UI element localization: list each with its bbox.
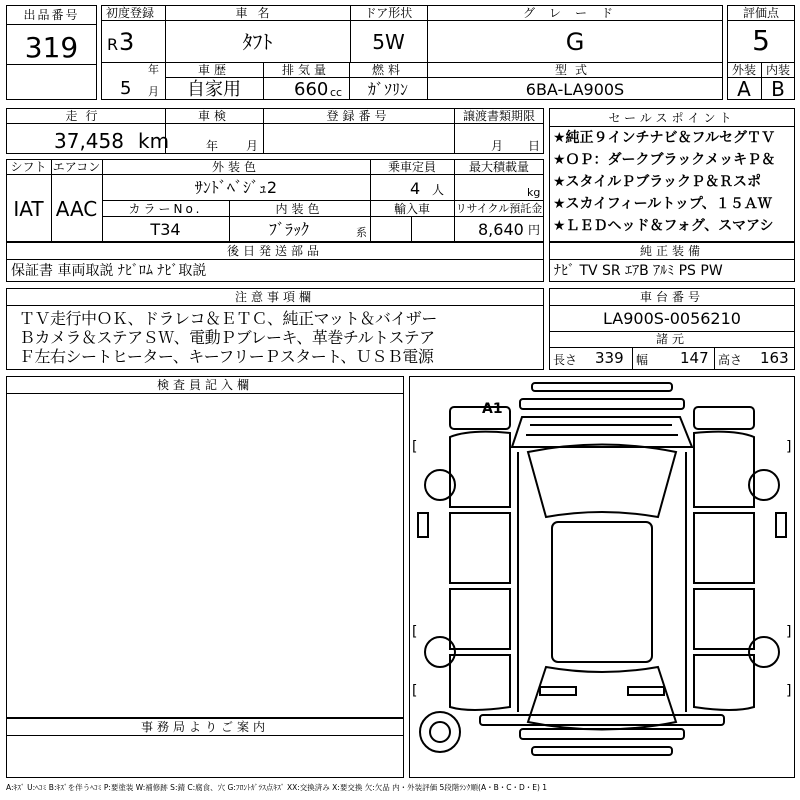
displacement-unit: cc <box>330 86 343 99</box>
legend: A:ｷｽﾞ U:ﾍｺﾐ B:ｷｽﾞを伴うﾍｺﾐ P:要塗装 W:補修跡 S:錆 C:腐食、穴 G:ﾌﾛﾝﾄｶﾞﾗｽ点ｷｽﾞ XX:交換済み X:要交換 欠:欠品 内・外装評価 5段階ﾗﾝｸ順(A・B・C・D・E) 1 <box>6 783 548 792</box>
int-score-label: 内装 <box>765 63 790 77</box>
equipment: ﾅﾋﾞ TV SR ｴｱB ｱﾙﾐ PS PW <box>554 263 723 279</box>
office-label: 事務局よりご案内 <box>140 720 269 734</box>
width-label: 幅 <box>636 353 649 367</box>
score: 5 <box>752 24 770 57</box>
aircon-label: エアコン <box>52 160 101 174</box>
height-label: 高さ <box>718 353 743 367</box>
lot-box <box>6 5 97 100</box>
sales-points-box <box>549 108 795 242</box>
score-label: 評価点 <box>742 6 779 20</box>
recycle: 8,640 <box>478 220 524 239</box>
color-no-label: カラーNo. <box>128 202 203 216</box>
notes-label: 注意事項欄 <box>234 290 315 304</box>
recycle-unit: 円 <box>528 223 541 237</box>
history-label: 車歴 <box>197 63 230 77</box>
sales-point-line: ★ＯＰ：ダークブラックメッキＰ＆ <box>553 152 776 168</box>
damage-mark: A1 <box>482 401 503 417</box>
first-reg-era: R <box>107 35 119 54</box>
ext-color-label: 外装色 <box>211 160 260 174</box>
import-label: 輸入車 <box>393 202 430 216</box>
first-reg-month-unit: 月 <box>148 85 159 98</box>
lot-number: 319 <box>24 31 79 64</box>
sales-point-line: ★スタイルＰブラックＰ＆Ｒスポ <box>553 174 761 190</box>
sales-point-line: ★純正９インチナビ＆フルセグＴＶ <box>553 130 775 146</box>
sales-point-line: ★スカイフィールトップ、１５ＡＷ <box>553 196 772 212</box>
inspector-label: 検査員記入欄 <box>156 378 253 392</box>
capacity-label: 乗車定員 <box>387 160 436 174</box>
later-parts: 保証書 車両取説 ﾅﾋﾞﾛﾑ ﾅﾋﾞ取説 <box>11 263 207 279</box>
inspection-label: 車検 <box>197 109 230 123</box>
int-score: B <box>771 77 785 101</box>
later-parts-box <box>6 242 544 282</box>
reg-number-label: 登録番号 <box>326 109 391 123</box>
grade: G <box>565 28 585 56</box>
int-color-label: 内装色 <box>275 202 324 216</box>
door-label: ドア形状 <box>364 6 413 20</box>
equipment-box <box>549 242 795 282</box>
height: 163 <box>760 349 789 367</box>
mileage-label: 走行 <box>65 109 106 123</box>
bracket-left-1: [ <box>412 439 418 455</box>
capacity: 4 <box>410 179 421 198</box>
shift: IAT <box>13 197 44 221</box>
note-line: ＴＶ走行中ＯＫ、ドラレコ＆ＥＴＣ、純正マット＆バイザー <box>19 309 437 328</box>
length: 339 <box>595 349 624 367</box>
first-reg-month: 5 <box>120 78 132 99</box>
ext-color: ｻﾝﾄﾞﾍﾞｼﾞｭ2 <box>194 178 278 197</box>
office-box <box>6 718 404 778</box>
length-label: 長さ <box>553 353 578 367</box>
max-load-unit: kg <box>527 186 541 199</box>
inspection-month-unit: 月 <box>246 139 259 153</box>
chassis-number: LA900S-0056210 <box>603 309 741 328</box>
displacement: 660 <box>294 79 329 100</box>
sales-point-line: ★ＬＥＤヘッド＆フォグ、スマアシ <box>553 218 774 234</box>
lot-label: 出品番号 <box>23 8 80 22</box>
ext-score: A <box>737 77 751 101</box>
car-diagram <box>410 377 794 777</box>
car-name-label: 車名 <box>235 6 280 20</box>
grade-label: グレード <box>522 6 627 20</box>
bracket-right-1: ] <box>786 439 792 455</box>
bracket-left-2: [ <box>412 624 418 640</box>
equipment-label: 純正装備 <box>639 244 704 258</box>
bracket-right-3: ] <box>786 683 792 699</box>
displacement-label: 排気量 <box>281 63 330 77</box>
aircon: AAC <box>55 197 98 221</box>
recycle-label: リサイクル預託金 <box>455 202 543 215</box>
transfer-month-unit: 月 <box>491 139 504 153</box>
inspection-year-unit: 年 <box>206 139 219 153</box>
transfer-label: 譲渡書類期限 <box>462 109 535 123</box>
chassis-label: 車台番号 <box>639 290 704 304</box>
notes-box <box>6 288 544 370</box>
width: 147 <box>680 349 709 367</box>
mileage-unit: km <box>138 129 170 153</box>
fuel-label: 燃料 <box>371 63 404 77</box>
inspector-box <box>6 376 404 718</box>
transfer-day-unit: 日 <box>528 139 541 153</box>
model-code: 6BA-LA900S <box>525 80 625 99</box>
shift-label: シフト <box>10 160 47 174</box>
first-reg-year: 3 <box>119 28 135 56</box>
model-label: 型式 <box>554 63 595 77</box>
first-reg-label: 初度登録 <box>106 6 155 20</box>
first-reg-year-unit: 年 <box>148 63 159 76</box>
int-color: ﾌﾞﾗｯｸ <box>268 220 309 239</box>
history: 自家用 <box>187 79 241 100</box>
fuel: ｶﾞｿﾘﾝ <box>367 80 408 99</box>
door-type: 5W <box>372 30 405 54</box>
ext-score-label: 外装 <box>731 63 756 77</box>
bracket-left-3: [ <box>412 683 418 699</box>
later-parts-label: 後日発送部品 <box>226 244 323 258</box>
bracket-right-2: ] <box>786 624 792 640</box>
note-line: Ｆ左右シートヒーター、キーフリーＰスタート、ＵＳＢ電源 <box>19 347 434 366</box>
color-no: T34 <box>150 220 181 239</box>
capacity-unit: 人 <box>432 183 445 197</box>
chassis-box <box>549 288 795 370</box>
max-load-label: 最大積載量 <box>468 160 529 174</box>
mileage: 37,458 <box>54 129 124 153</box>
int-color-unit: 系 <box>356 226 367 239</box>
car-name: ﾀﾌﾄ <box>242 30 273 54</box>
sales-points-label: セールスポイント <box>608 111 736 125</box>
car-diagram-box <box>409 376 795 778</box>
dims-label: 諸元 <box>655 332 688 346</box>
note-line: Ｂカメラ＆ステアＳＷ、電動Ｐブレーキ、革巻チルトステア <box>19 328 435 347</box>
